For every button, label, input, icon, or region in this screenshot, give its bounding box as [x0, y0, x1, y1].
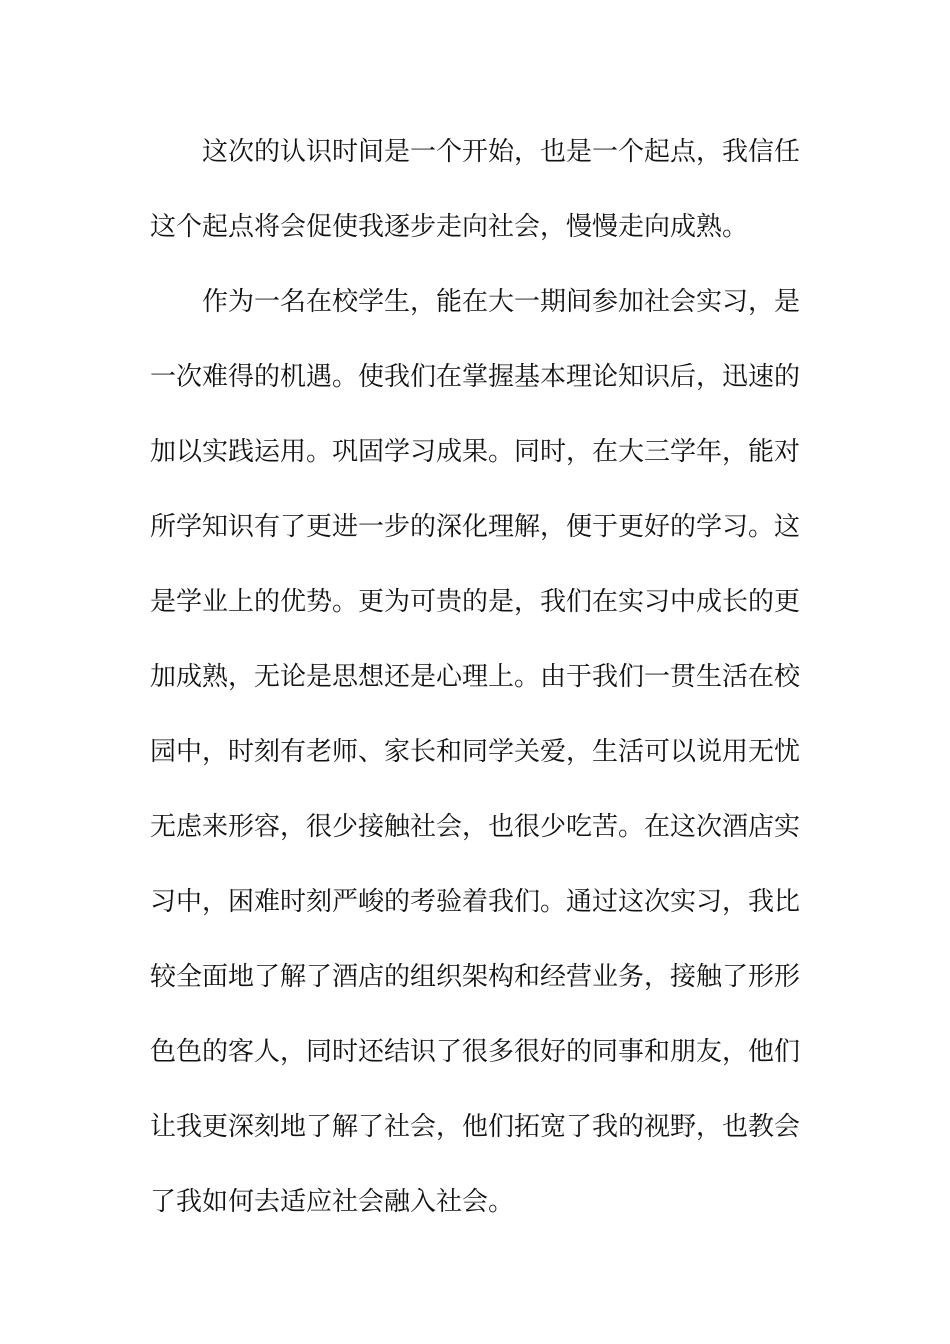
- paragraph-line: 了我如何去适应社会融入社会。: [150, 1187, 515, 1217]
- paragraph-line: 习中，困难时刻严峻的考验着我们。通过这次实习，我比: [150, 887, 801, 917]
- paragraph-line: 作为一名在校学生，能在大一期间参加社会实习，是: [202, 287, 801, 317]
- paragraph-line: 让我更深刻地了解了社会，他们拓宽了我的视野，也教会: [150, 1112, 801, 1142]
- paragraph-1: [150, 115, 801, 265]
- paragraph-line: 是学业上的优势。更为可贵的是，我们在实习中成长的更: [150, 587, 801, 617]
- paragraph-line: 加以实践运用。巩固学习成果。同时，在大三学年，能对: [150, 437, 801, 467]
- document-body: [150, 115, 801, 1240]
- paragraph-line: 园中，时刻有老师、家长和同学关爱，生活可以说用无忧: [150, 737, 801, 767]
- paragraph-line: 这个起点将会促使我逐步走向社会，慢慢走向成熟。: [150, 212, 749, 242]
- paragraph-line: 一次难得的机遇。使我们在掌握基本理论知识后，迅速的: [150, 362, 801, 392]
- paragraph-2: [150, 265, 801, 1240]
- paragraph-line: 较全面地了解了酒店的组织架构和经营业务，接触了形形: [150, 962, 801, 992]
- paragraph-line: 加成熟，无论是思想还是心理上。由于我们一贯生活在校: [150, 662, 801, 692]
- paragraph-line: 这次的认识时间是一个开始，也是一个起点，我信任: [202, 137, 801, 167]
- paragraph-line: 无虑来形容，很少接触社会，也很少吃苦。在这次酒店实: [150, 812, 801, 842]
- paragraph-line: 色色的客人，同时还结识了很多很好的同事和朋友，他们: [150, 1037, 801, 1067]
- paragraph-line: 所学知识有了更进一步的深化理解，便于更好的学习。这: [150, 512, 801, 542]
